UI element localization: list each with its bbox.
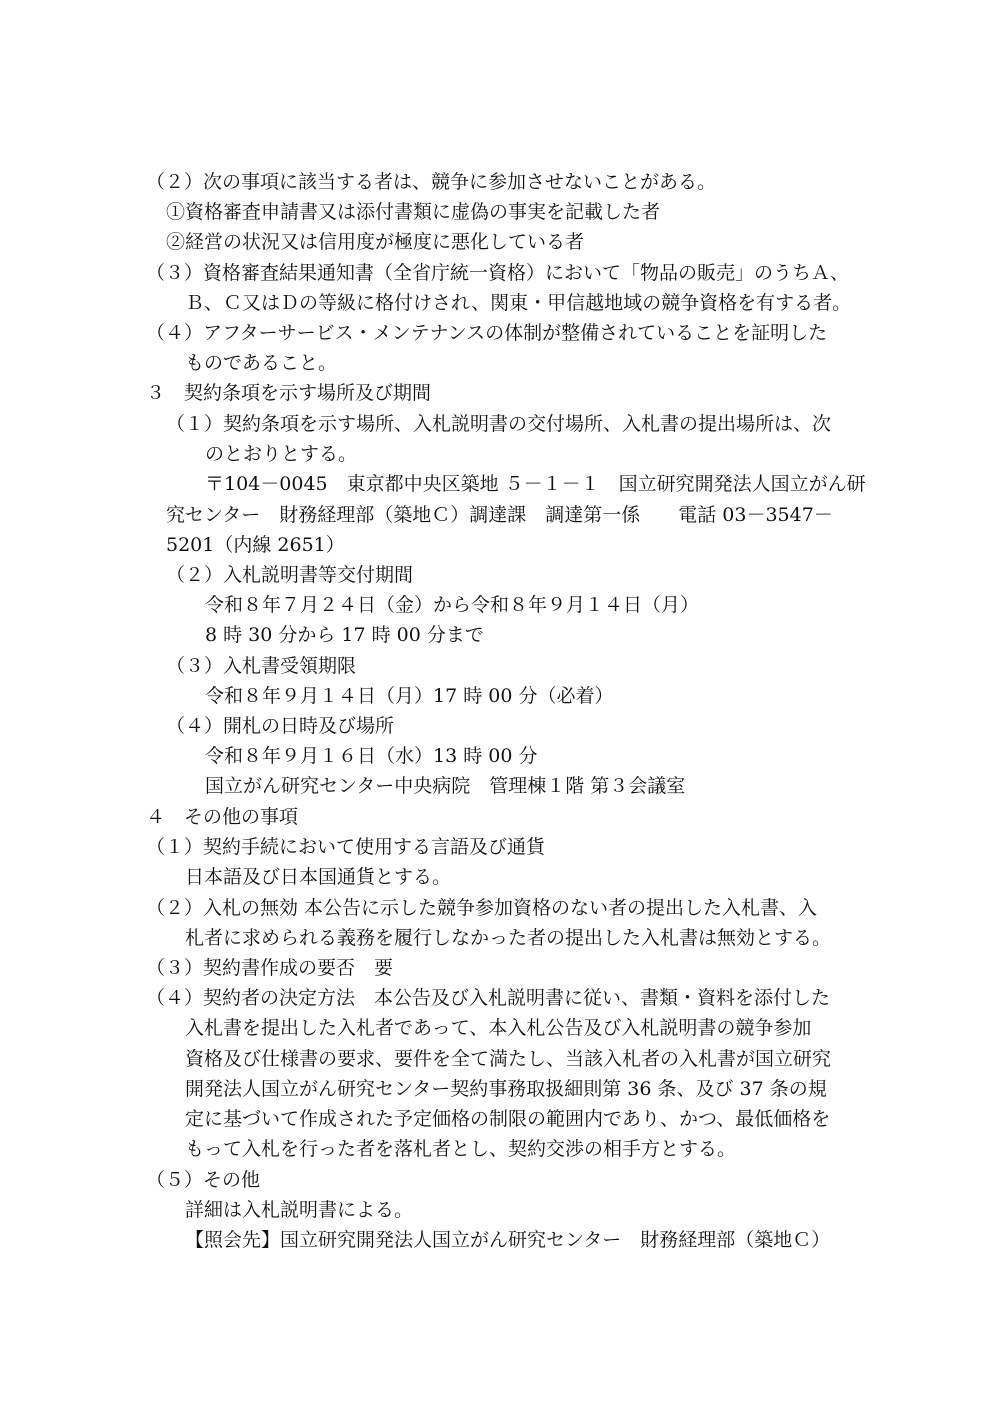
- item-3-line-1: （３）資格審査結果通知書（全省庁統一資格）において「物品の販売」のうちＡ、: [146, 262, 850, 284]
- item-2-sub-1: ①資格審査申請書又は添付書類に虚偽の事実を記載した者: [166, 201, 661, 223]
- section-4-5-heading: （５）その他: [146, 1169, 261, 1191]
- item-4-line-1: （４）アフターサービス・メンテナンスの体制が整備されていることを証明した: [146, 322, 828, 344]
- address-line-2: 究センター 財務経理部（築地Ｃ）調達課 調達第一係 電話 03－3547－: [166, 504, 833, 526]
- section-4-4-line-1: （４）契約者の決定方法 本公告及び入札説明書に従い、書類・資料を添付した: [146, 987, 831, 1009]
- section-4-1-text: 日本語及び日本国通貨とする。: [185, 866, 452, 888]
- section-4-4-line-4: 開発法人国立がん研究センター契約事務取扱細則第 36 条、及び 37 条の規: [185, 1078, 827, 1100]
- section-4-4-line-6: もって入札を行った者を落札者とし、契約交渉の相手方とする。: [185, 1138, 737, 1160]
- section-3-2-period: 令和８年７月２４日（金）から令和８年９月１４日（月）: [205, 594, 700, 616]
- section-3-4-heading: （４）開札の日時及び場所: [166, 715, 395, 737]
- address-line-1: 〒104－0045 東京都中央区築地 ５－１－１ 国立研究開発法人国立がん研: [205, 473, 866, 495]
- section-3-2-heading: （２）入札説明書等交付期間: [166, 564, 414, 586]
- section-3-4-place: 国立がん研究センター中央病院 管理棟１階 第３会議室: [205, 775, 686, 797]
- section-4-3-line: （３）契約書作成の要否 要: [146, 957, 394, 979]
- section-3-3-heading: （３）入札書受領期限: [166, 655, 357, 677]
- contact-line: 【照会先】国立研究開発法人国立がん研究センター 財務経理部（築地Ｃ）: [185, 1229, 831, 1251]
- item-2-sub-2: ②経営の状況又は信用度が極度に悪化している者: [166, 231, 585, 253]
- section-4-2-line-2: 札者に求められる義務を履行しなかった者の提出した入札書は無効とする。: [185, 927, 832, 949]
- address-line-3: 5201（内線 2651）: [166, 534, 345, 556]
- section-4-2-line-1: （２）入札の無効 本公告に示した競争参加資格のない者の提出した入札書、入: [146, 897, 818, 919]
- section-3-2-hours: 8 時 30 分から 17 時 00 分まで: [205, 624, 484, 646]
- section-3-1-line-2: のとおりとする。: [205, 443, 358, 465]
- section-4-4-line-2: 入札書を提出した入札者であって、本入札公告及び入札説明書の競争参加: [185, 1017, 812, 1039]
- item-2-heading: （２）次の事項に該当する者は、競争に参加させないことがある。: [146, 171, 717, 193]
- section-4-1-heading: （１）契約手続において使用する言語及び通貨: [146, 836, 546, 858]
- section-4-heading: ４ その他の事項: [146, 806, 299, 828]
- section-3-3-deadline: 令和８年９月１４日（月）17 時 00 分（必着）: [205, 685, 614, 707]
- item-4-line-2: ものであること。: [185, 352, 338, 374]
- section-3-1-line-1: （１）契約条項を示す場所、入札説明書の交付場所、入札書の提出場所は、次: [166, 413, 832, 435]
- section-3-heading: ３ 契約条項を示す場所及び期間: [146, 382, 432, 404]
- section-4-4-line-5: 定に基づいて作成された予定価格の制限の範囲内であり、かつ、最低価格を: [185, 1108, 831, 1130]
- section-3-4-datetime: 令和８年９月１６日（水）13 時 00 分: [205, 745, 538, 767]
- section-4-4-line-3: 資格及び仕様書の要求、要件を全て満たし、当該入札者の入札書が国立研究: [185, 1048, 832, 1070]
- item-3-line-2: Ｂ、Ｃ又はＤの等級に格付けされ、関東・甲信越地域の競争資格を有する者。: [185, 292, 852, 314]
- section-4-5-text: 詳細は入札説明書による。: [185, 1199, 414, 1221]
